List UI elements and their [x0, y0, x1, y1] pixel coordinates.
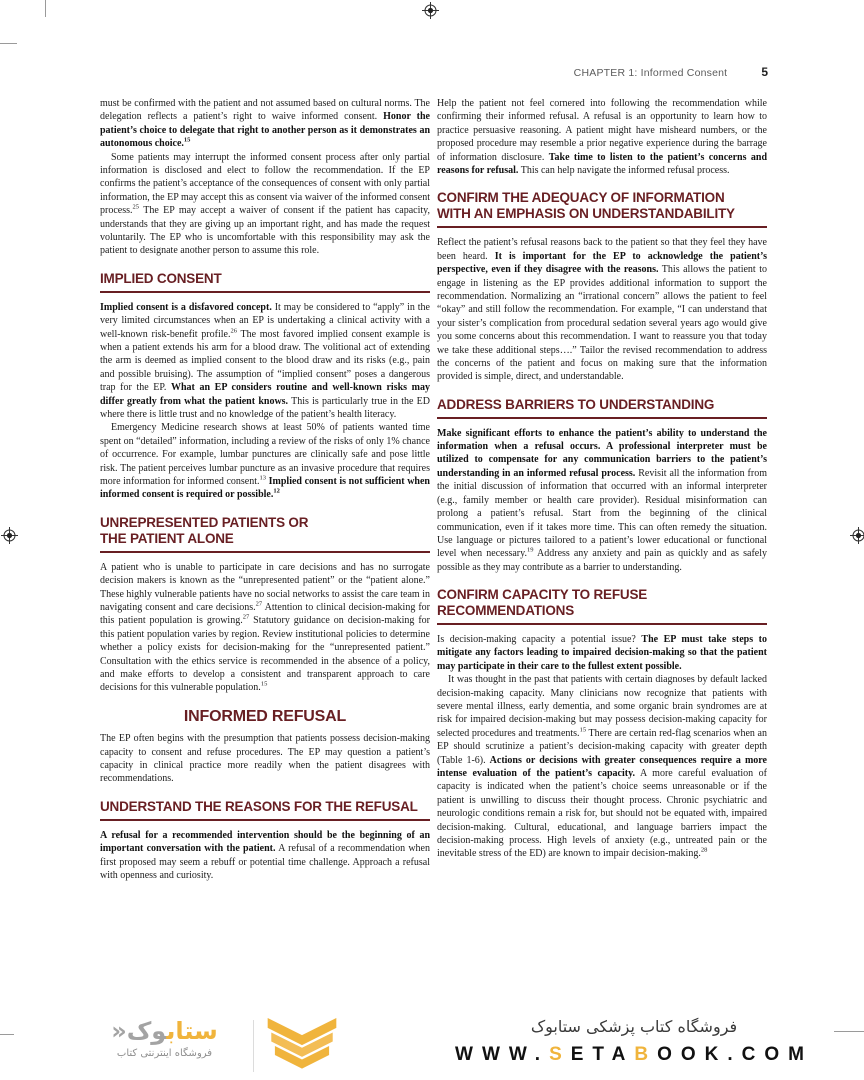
body-paragraph	[437, 633, 767, 673]
section-heading	[437, 190, 767, 228]
section-heading-line: UNREPRESENTED PATIENTS OR	[100, 514, 309, 530]
text-run: Implied consent is a disfavored concept.	[100, 301, 272, 313]
logo-wordmark	[82, 1016, 247, 1046]
crop-mark	[0, 1034, 14, 1035]
text-run: Some patients may interrupt the informed consent process after only partial information is disclosed and elect to follow the recommendation. If the EP confirms the patient’s acceptance of the consequences of consent with only partial information, the EP may accept this as consent via waiver of the informed consent process.	[100, 151, 430, 217]
text-run: This can help navigate the informed refusal process.	[518, 165, 730, 177]
registration-mark-icon	[422, 2, 439, 19]
text-run: This is particularly true in the ED where there is little trust and no knowledge of the patient’s health literacy.	[100, 395, 430, 421]
text-run: What an EP considers routine and well-known risks may differ greatly from what the patient knows.	[100, 382, 430, 407]
registration-mark-icon	[850, 527, 864, 544]
website-url-segment: S	[549, 1044, 571, 1065]
text-run: Is decision-making capacity a potential issue?	[437, 633, 642, 645]
text-run: It is important for the EP to acknowledge the patient’s perspective, even if they disagree with the reasons.	[437, 250, 767, 276]
reference-superscript: 19	[526, 547, 534, 554]
logo-divider	[253, 1020, 254, 1072]
heading-rule	[437, 226, 767, 228]
heading-rule	[100, 819, 430, 821]
text-run: A refusal of a recommendation when first proposed may seem a rebuff or potential time challenge. Approach a refusal with openness and curiosity.	[100, 843, 430, 881]
reference-superscript: 15	[260, 681, 268, 689]
text-run: Attention to clinical decision-making for this patient population is growing.	[100, 601, 430, 627]
reference-superscript: 12	[273, 488, 280, 496]
body-paragraph	[100, 151, 430, 258]
setabook-logo	[82, 1016, 247, 1059]
text-run: Make significant efforts to enhance the patient’s ability to understand the information when a refusal occurs. A professional interpreter must be utilized to compensate for any communication barriers to the patient’s understanding in an informed refusal process.	[437, 427, 767, 479]
left-column	[100, 97, 430, 882]
website-url-segment: WWW.	[455, 1044, 550, 1065]
body-paragraph	[437, 97, 767, 177]
text-run: Reflect the patient’s refusal reasons back to the patient so that they feel they have been heard.	[437, 237, 767, 262]
reference-superscript: 27	[242, 614, 250, 622]
section-heading	[100, 515, 430, 553]
reference-superscript: 15	[183, 136, 191, 144]
text-run: Help the patient not feel cornered into following the recommendation while confirming their informed refusal. A refusal is an opportunity to learn how to practice persuasive reasoning. A patient might have misheard numbers, or the proposed procedure may resemble a prior negative experience during the barrage of information disclosure.	[437, 98, 767, 163]
text-run: Actions or decisions with greater consequences require a more intense evaluation of the patient’s capacity.	[437, 754, 767, 780]
text-run: The EP often begins with the presumption that patients possess decision-making capacity to consent and refuse procedures. The EP may question a patient’s capacity in clinical practice more readily when the patient disagrees with recommendations.	[100, 733, 430, 785]
text-run: Take time to listen to the patient’s concerns and reasons for refusal.	[437, 151, 768, 177]
section-heading-line: RECOMMENDATIONS	[437, 603, 574, 619]
text-run: Emergency Medicine research shows at least 50% of patients wanted time spent on “detailed” information, including a review of the risks of only 1% chance of occurrence. For example, lumbar punctures are clinically safe and pose little risk. The patient perceives lumbar puncture as an invasive procedure that requires more information for informed consent.	[100, 422, 430, 488]
text-run: Revisit all the information from the initial discussion of information that occurred with an informal interpreter (e.g., family member or health care provider). Residual misinformation can prolong a patient’s refusal. Start from the beginning of the clinical communication, even if it takes more time. This can often remedy the situation. Use language or pictures tailored to a patient’s lower educational or functional level when necessary.	[437, 467, 767, 560]
page-header	[100, 63, 768, 81]
reference-superscript: 13	[259, 474, 267, 482]
section-heading	[100, 799, 430, 821]
text-run: There are certain red-flag scenarios when an EP should scrutinize a patient’s decision-making capacity with greater depth (Table 1-6).	[437, 727, 767, 766]
section-heading	[437, 587, 767, 625]
crop-mark	[0, 43, 17, 44]
section-heading-line: CONFIRM CAPACITY TO REFUSE	[437, 587, 648, 603]
section-heading	[100, 707, 430, 725]
text-run: A patient who is unable to participate in care decisions and has no surrogate decision makers is known as the “unrepresented patient” or the “patient alone.” These highly vulnerable patients have no social networks to assist the care team in navigating consent and care decisions.	[100, 561, 430, 613]
store-title: فروشگاه کتاب پزشکی ستابوک	[530, 1017, 738, 1036]
chevron-logo-icon	[262, 1018, 342, 1074]
logo-wordmark-yellow: ستاب	[166, 1017, 218, 1045]
footer-banner	[0, 1012, 864, 1080]
website-url	[438, 1040, 830, 1070]
section-heading-line: UNDERSTAND THE REASONS FOR THE REFUSAL	[100, 798, 418, 814]
crop-mark	[45, 0, 46, 17]
text-run: A refusal for a recommended intervention should be the beginning of an important conversation with the patient.	[100, 829, 430, 855]
text-run: Address any anxiety and pain as quickly and as safely possible as they may contribute as a barrier to understanding.	[437, 548, 767, 573]
website-url-segment: ETA	[570, 1044, 635, 1065]
text-run: The most favored implied consent example is when a patient extends his arm for a blood draw. The volitional act of extending the arm is deemed as implied consent to the blood draw and its risks (e.g., pain and possible bruising). The assumption of “implied consent” poses a dangerous trap for the EP.	[100, 328, 430, 394]
body-paragraph	[100, 301, 430, 422]
text-run: The EP may accept a waiver of consent if the patient has capacity, understands that they are giving up an important right, and has made the request voluntarily. The EP who is uncomfortable with this responsibility may ask the patient to designate another person to assume this role.	[100, 205, 430, 257]
website-url-segment: OOK.COM	[657, 1044, 813, 1065]
section-heading	[100, 271, 430, 293]
body-paragraph	[437, 427, 767, 574]
section-heading-line: IMPLIED CONSENT	[100, 270, 222, 286]
reference-superscript: 28	[700, 847, 708, 855]
body-paragraph	[100, 829, 430, 883]
body-paragraph	[100, 732, 430, 786]
heading-rule	[437, 623, 767, 625]
heading-rule	[437, 417, 767, 419]
text-run: A more careful evaluation of capacity is indicated when the patient’s choice seems unreasonable or if the patient is unwilling to discuss their thought process. Chronic psychiatric and neurologic conditions remain a risk for, but should not be equated with, impaired decision-making. Cultural, educational, and language barriers impact the decision-making process. High levels of anxiety (e.g., untreated pain or the inevitable stress of the ED) are known to impair decision-making.	[437, 768, 767, 860]
body-paragraph	[100, 561, 430, 695]
logo-wordmark-gray: وک	[126, 1017, 167, 1045]
section-heading	[437, 397, 767, 419]
section-heading-line: CONFIRM THE ADEQUACY OF INFORMATION	[437, 190, 725, 206]
text-run: This allows the patient to engage in listening as the EP provides additional information to support the recommendation. Normalizing an “irrational concern” allows the patient to feel “okay” and still follow the recommendation. For example, “I can understand that your sister’s complication from procedural sedation several years ago would give you some concerns about this recommendation. I want to reassure you that today we take these additional steps….” Tailor the revised recommendation to address the concerns of the patient and focus on making sure that the information provided is simple, direct, and understandable.	[437, 264, 767, 383]
text-run: It was thought in the past that patients with certain diagnoses by default lacked decision-making capacity. Many clinicians now recognize that patients with severe mental illness, early dementia, and some organic brain syndromes are at risk for impaired decision-making but may possess decision-making capacity for selected procedures and treatments.	[437, 674, 767, 739]
body-paragraph	[100, 421, 430, 501]
section-heading-line: ADDRESS BARRIERS TO UNDERSTANDING	[437, 396, 715, 412]
text-run: Statutory guidance on decision-making for this patient population varies by region. Review institutional policies to determine whether a policy exists for decision-making for the “unrepresented patient.” Consultation with the ethics service is recommended in the absence of a policy, and make efforts to develop a consistent and transparent approach to care decisions for this vulnerable population.	[100, 615, 431, 694]
logo-tagline: فروشگاه اینترنتی کتاب	[116, 1048, 213, 1059]
body-paragraph	[437, 236, 767, 383]
section-heading-line: INFORMED REFUSAL	[183, 707, 347, 725]
heading-rule	[100, 551, 430, 553]
heading-rule	[100, 291, 430, 293]
text-run: Honor the patient’s choice to delegate that right to another person as it demonstrates an autonomous choice.	[100, 111, 430, 150]
body-paragraph	[437, 673, 767, 861]
reference-superscript: 15	[579, 726, 587, 734]
text-run: must be confirmed with the patient and not assumed based on cultural norms. The delegation reflects a patient’s right to waive informed consent.	[100, 98, 430, 123]
reference-superscript: 26	[230, 327, 237, 335]
website-url-segment: B	[634, 1044, 658, 1065]
running-head: CHAPTER 1: Informed Consent	[573, 67, 728, 79]
logo-guillemet: «	[111, 1017, 127, 1045]
body-paragraph	[100, 97, 430, 151]
section-heading-line: WITH AN EMPHASIS ON UNDERSTANDABILITY	[437, 206, 735, 222]
page-number: 5	[761, 65, 768, 79]
reference-superscript: 25	[132, 203, 139, 211]
right-column	[437, 97, 767, 861]
text-run: Implied consent is not sufficient when informed consent is required or possible.	[100, 476, 430, 501]
registration-mark-icon	[1, 527, 18, 544]
text-run: The EP must take steps to mitigate any factors leading to impaired decision-making so that the patient may participate in their care to the fullest extent possible.	[437, 633, 767, 672]
text-run: It may be considered to “apply” in the very limited circumstances when an EP is undertaking a clinical activity with a well-known risk-benefit profile.	[100, 301, 430, 340]
reference-superscript: 27	[255, 600, 263, 608]
section-heading-line: THE PATIENT ALONE	[100, 530, 234, 546]
crop-mark	[834, 1031, 864, 1032]
store-block	[438, 1014, 830, 1070]
